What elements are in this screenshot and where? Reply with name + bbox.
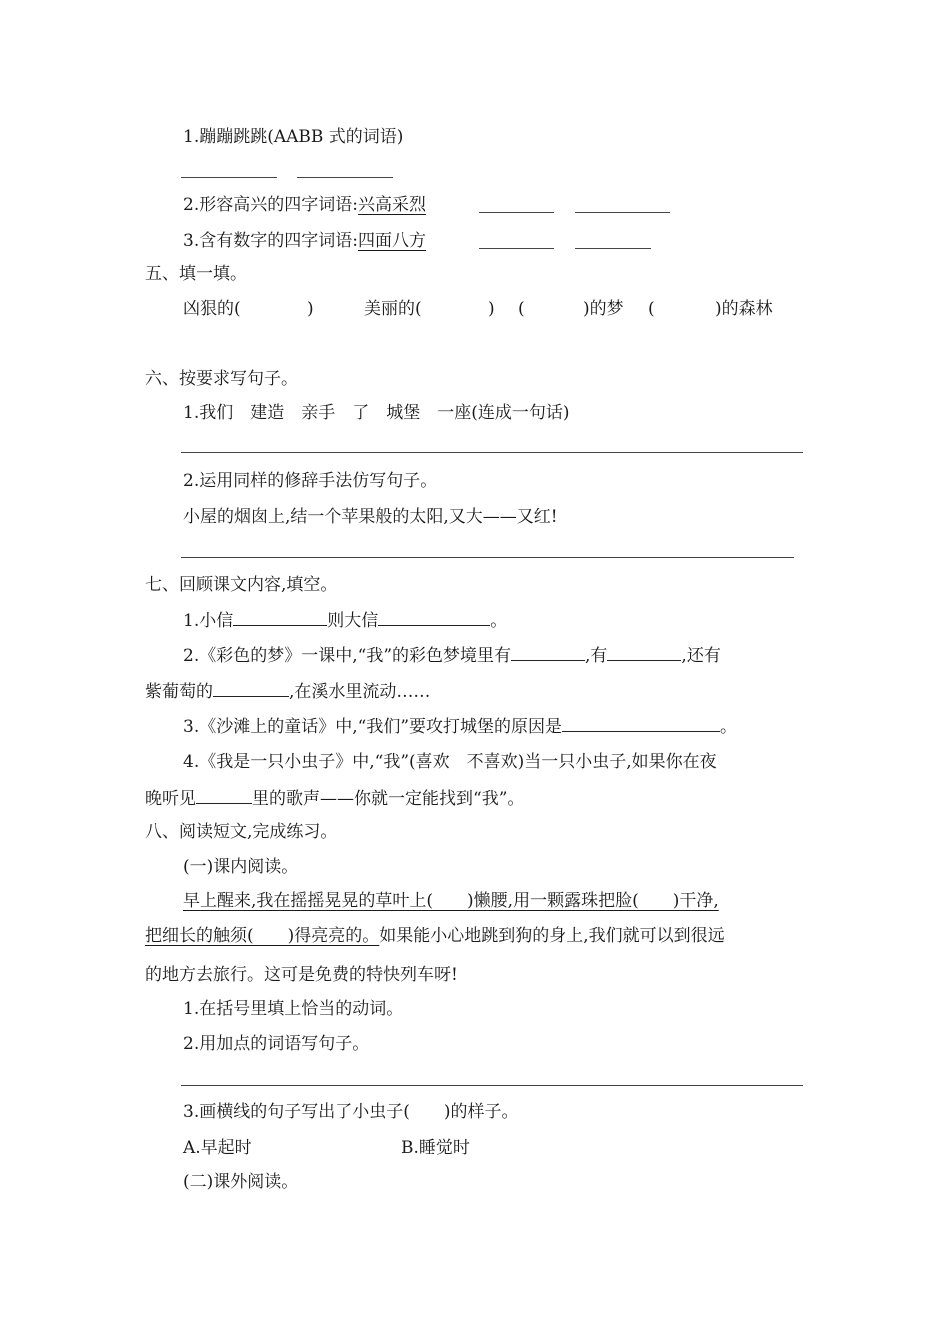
s7-q1-text-b: 则大信 [327,611,379,631]
s7-q2-line1 [183,644,721,667]
s7-q2-blank-1[interactable] [511,644,585,661]
s5-item-4-open: ( [648,299,655,319]
s8-heading: 八、阅读短文,完成练习。 [145,822,338,842]
s7-q2-line2 [145,680,430,703]
s4-q3 [183,230,426,252]
s8-underlined-sentence: 把细长的触须( )得亮亮的。 [145,926,380,946]
s7-q4-line1: 4.《我是一只小虫子》中,“我”(喜欢 不喜欢)当一只小虫子,如果你在夜 [183,752,717,772]
s6-heading: 六、按要求写句子。 [145,369,298,389]
s8-q2: 2.用加点的词语写句子。 [183,1034,370,1054]
s8-passage-line3: 的地方去旅行。这可是免费的特快列车呀! [145,965,458,985]
s7-q1-blank-1[interactable] [233,609,327,626]
s4-q2-example: 兴高采烈 [357,195,426,215]
s7-q2-text-e: ,在溪水里流动…… [289,682,431,702]
s7-q4-text-c: 里的歌声——你就一定能找到“我”。 [252,789,525,809]
s7-q2-blank-3[interactable] [213,680,289,697]
s4-q2-blank-2[interactable] [575,212,670,213]
s7-q4-text-b: 晚听见 [145,789,196,809]
s4-q2 [183,194,426,216]
s8-q2-answer-line[interactable] [181,1085,803,1086]
s5-item-1-close: ) [307,299,314,319]
s7-q4-line2 [145,787,524,810]
s4-q1-blank-2[interactable] [297,177,393,178]
s4-q2-blank-1[interactable] [479,212,554,213]
s6-q1-answer-line[interactable] [181,452,803,453]
s7-q2-blank-2[interactable] [607,644,681,661]
s7-heading: 七、回顾课文内容,填空。 [145,575,338,595]
s7-q3-blank[interactable] [562,715,720,732]
s4-q3-example: 四面八方 [357,231,426,251]
s7-q2-text-a: 2.《彩色的梦》一课中,“我”的彩色梦境里有 [183,646,512,666]
s5-item-2-open: 美丽的( [364,299,422,319]
s5-heading: 五、填一填。 [145,264,247,284]
s7-q2-text-c: ,还有 [681,646,721,666]
s5-item-3-open: ( [518,299,525,319]
s7-q1 [183,609,507,632]
s6-q1: 1.我们 建造 亲手 了 城堡 一座(连成一句话) [183,403,570,423]
s4-q3-prefix: 3.含有数字的四字词语: [183,231,358,251]
s7-q1-text-a: 1.小信 [183,611,234,631]
s8-passage-line2-rest: 如果能小心地跳到狗的身上,我们就可以到很远 [379,926,725,946]
s4-q1: 1.蹦蹦跳跳(AABB 式的词语) [183,127,404,147]
s7-q2-text-d: 紫葡萄的 [145,682,213,702]
s4-q2-prefix: 2.形容高兴的四字词语: [183,195,358,215]
s7-q2-text-b: ,有 [585,646,608,666]
s5-item-4-close: )的森林 [715,299,773,319]
s6-q2: 2.运用同样的修辞手法仿写句子。 [183,471,438,491]
s8-q3: 3.画横线的句子写出了小虫子( )的样子。 [183,1102,519,1122]
s8-passage-line2 [145,925,725,947]
s7-q1-blank-2[interactable] [378,609,490,626]
s6-q2-answer-line[interactable] [181,557,794,558]
s8-option-b[interactable]: B.睡觉时 [401,1138,470,1158]
s8-sub1: (一)课内阅读。 [183,857,299,877]
s4-q3-blank-1[interactable] [479,248,554,249]
s8-option-a[interactable]: A.早起时 [183,1138,252,1158]
s5-item-1-open: 凶狠的( [183,299,241,319]
s5-item-2-close: ) [488,299,495,319]
s4-q3-blank-2[interactable] [575,248,651,249]
s4-q1-blank-1[interactable] [181,177,277,178]
s7-q3-text-b: 。 [720,717,738,737]
s5-item-3-close: )的梦 [583,299,624,319]
s8-sub2: (二)课外阅读。 [183,1172,299,1192]
s8-q1: 1.在括号里填上恰当的动词。 [183,999,404,1019]
s6-q2-example: 小屋的烟囱上,结一个苹果般的太阳,又大——又红! [183,507,558,527]
s7-q1-text-c: 。 [490,611,508,631]
s8-passage-line1: 早上醒来,我在摇摇晃晃的草叶上( )懒腰,用一颗露珠把脸( )干净, [183,891,719,911]
s7-q3 [183,715,737,738]
s7-q3-text-a: 3.《沙滩上的童话》中,“我们”要攻打城堡的原因是 [183,717,563,737]
s7-q4-blank[interactable] [196,787,252,804]
